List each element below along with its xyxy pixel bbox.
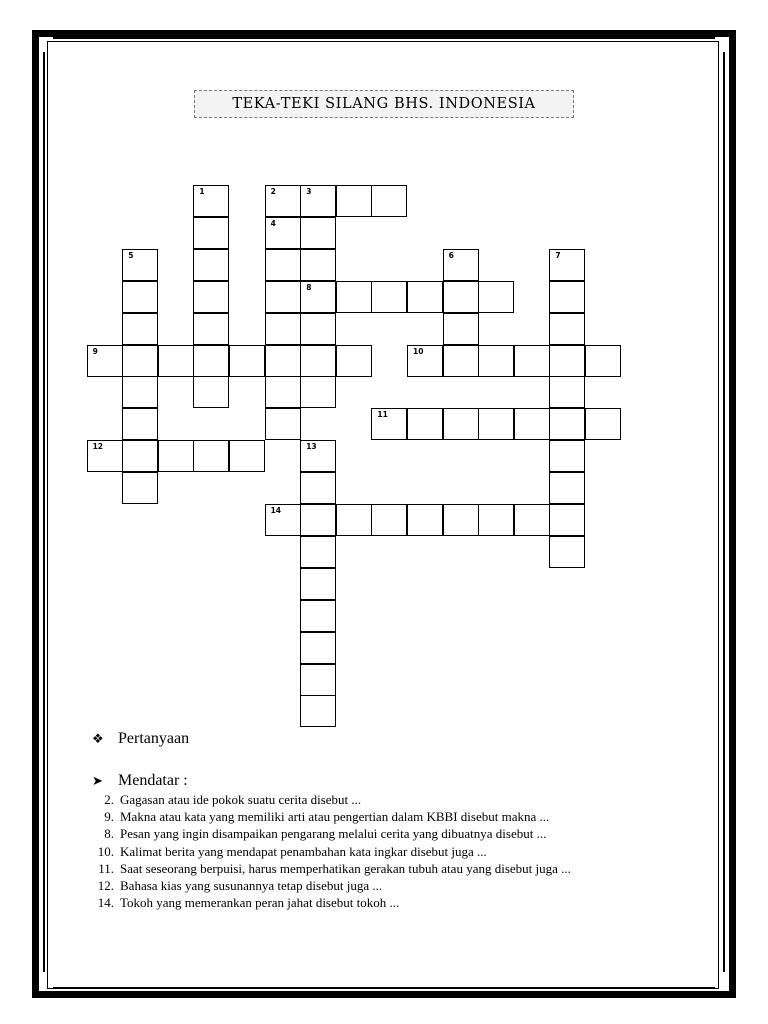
grid-cell[interactable] xyxy=(336,345,372,377)
clue-number: 14. xyxy=(97,895,114,911)
page-title: TEKA-TEKI SILANG BHS. INDONESIA xyxy=(232,96,536,112)
clue-number: 10. xyxy=(97,843,114,859)
grid-cell[interactable] xyxy=(549,440,585,472)
grid-cell[interactable] xyxy=(336,281,372,313)
grid-cell[interactable] xyxy=(193,185,229,217)
grid-cell[interactable] xyxy=(443,281,479,313)
grid-cell[interactable] xyxy=(265,376,301,408)
clue-number-label: 2 xyxy=(270,187,276,196)
grid-cell[interactable] xyxy=(443,408,479,440)
grid-cell[interactable] xyxy=(300,695,336,727)
grid-cell[interactable] xyxy=(371,281,407,313)
grid-cell[interactable] xyxy=(478,504,514,536)
grid-cell[interactable] xyxy=(549,408,585,440)
clue-number: 2. xyxy=(104,792,114,807)
clue-number-label: 3 xyxy=(306,187,312,196)
grid-cell[interactable] xyxy=(158,345,194,377)
grid-cell[interactable] xyxy=(300,376,336,408)
grid-cell[interactable] xyxy=(549,472,585,504)
grid-cell[interactable] xyxy=(585,408,621,440)
grid-cell[interactable] xyxy=(300,536,336,568)
grid-cell[interactable] xyxy=(407,408,443,440)
grid-cell[interactable] xyxy=(371,504,407,536)
grid-cell[interactable] xyxy=(87,345,123,377)
clue-text: Gagasan atau ide pokok suatu cerita disebut ... xyxy=(120,792,362,807)
grid-cell[interactable] xyxy=(265,345,301,377)
grid-cell[interactable] xyxy=(478,281,514,313)
clue-number-label: 4 xyxy=(270,218,276,228)
grid-cell[interactable] xyxy=(193,345,229,377)
grid-cell[interactable] xyxy=(336,504,372,536)
grid-cell[interactable] xyxy=(514,345,550,377)
grid-cell[interactable] xyxy=(514,504,550,536)
clue-number-label: 13 xyxy=(306,442,317,452)
grid-cell[interactable] xyxy=(443,313,479,345)
grid-cell[interactable] xyxy=(122,345,158,377)
grid-cell[interactable] xyxy=(122,472,158,504)
grid-cell[interactable] xyxy=(549,345,585,377)
grid-cell[interactable] xyxy=(265,217,301,249)
clue-item xyxy=(90,843,571,860)
clue-number: 8. xyxy=(104,826,114,842)
grid-cell[interactable] xyxy=(229,440,265,472)
clue-item xyxy=(90,894,571,911)
grid-cell[interactable] xyxy=(300,440,336,472)
grid-cell[interactable] xyxy=(300,185,336,217)
mendatar-label: Mendatar : xyxy=(118,772,188,789)
clue-number-label: 7 xyxy=(555,250,561,260)
grid-cell[interactable] xyxy=(300,568,336,600)
diamond-bullet-icon: ❖ xyxy=(92,731,104,746)
grid-cell[interactable] xyxy=(193,281,229,313)
grid-cell[interactable] xyxy=(193,217,229,249)
clue-number: 9. xyxy=(104,809,114,825)
grid-cell[interactable] xyxy=(122,249,158,281)
clue-number: 11. xyxy=(98,860,114,876)
arrow-bullet-icon: ➤ xyxy=(92,773,103,788)
grid-cell[interactable] xyxy=(549,281,585,313)
grid-cell[interactable] xyxy=(122,376,158,408)
grid-cell[interactable] xyxy=(229,345,265,377)
grid-cell[interactable] xyxy=(549,536,585,568)
clue-text: Saat seseorang berpuisi, harus memperhatikan gerakan tubuh atau yang disebut juga ... xyxy=(120,860,571,876)
clue-number-label: 5 xyxy=(128,250,134,260)
grid-cell[interactable] xyxy=(122,408,158,440)
grid-cell[interactable] xyxy=(549,504,585,536)
clue-item xyxy=(90,825,571,842)
grid-cell[interactable] xyxy=(549,313,585,345)
grid-cell[interactable] xyxy=(122,440,158,472)
grid-cell[interactable] xyxy=(87,440,123,472)
grid-cell[interactable] xyxy=(265,249,301,281)
clue-number-label: 11 xyxy=(377,410,388,420)
clue-item xyxy=(90,877,571,894)
clue-number-label: 12 xyxy=(92,442,104,452)
grid-cell[interactable] xyxy=(300,664,336,696)
clue-item xyxy=(90,808,571,825)
grid-cell[interactable] xyxy=(158,440,194,472)
grid-cell[interactable] xyxy=(371,408,407,440)
grid-cell[interactable] xyxy=(193,249,229,281)
grid-cell[interactable] xyxy=(300,249,336,281)
grid-cell[interactable] xyxy=(300,281,336,313)
grid-cell[interactable] xyxy=(265,281,301,313)
grid-cell[interactable] xyxy=(300,632,336,664)
grid-cell[interactable] xyxy=(443,504,479,536)
questions-heading-label: Pertanyaan xyxy=(118,730,190,747)
grid-cell[interactable] xyxy=(300,504,336,536)
grid-cell[interactable] xyxy=(300,472,336,504)
grid-cell[interactable] xyxy=(443,345,479,377)
grid-cell[interactable] xyxy=(371,185,407,217)
grid-cell[interactable] xyxy=(300,600,336,632)
clue-number: 12. xyxy=(97,877,114,893)
grid-cell[interactable] xyxy=(478,408,514,440)
grid-cell[interactable] xyxy=(300,313,336,345)
clue-item xyxy=(90,791,571,808)
grid-cell[interactable] xyxy=(514,408,550,440)
clue-number-label: 1 xyxy=(199,187,205,196)
clue-text: Bahasa kias yang susunannya tetap disebut juga ... xyxy=(120,877,383,893)
grid-cell[interactable] xyxy=(122,313,158,345)
grid-cell[interactable] xyxy=(549,376,585,408)
grid-cell[interactable] xyxy=(265,185,301,217)
clue-text: Tokoh yang memerankan peran jahat disebut tokoh ... xyxy=(120,895,400,911)
clue-text: Kalimat berita yang mendapat penambahan kata ingkar disebut juga ... xyxy=(120,843,487,859)
grid-cell[interactable] xyxy=(300,217,336,249)
grid-cell[interactable] xyxy=(193,376,229,408)
grid-cell[interactable] xyxy=(478,345,514,377)
grid-cell[interactable] xyxy=(265,504,301,536)
grid-cell[interactable] xyxy=(549,249,585,281)
grid-cell[interactable] xyxy=(443,249,479,281)
grid-cell[interactable] xyxy=(265,408,301,440)
grid-cell[interactable] xyxy=(585,345,621,377)
clue-number-label: 14 xyxy=(270,506,282,515)
clue-number-label: 8 xyxy=(306,282,312,292)
grid-cell[interactable] xyxy=(193,440,229,472)
questions-heading xyxy=(92,730,189,748)
clue-list-mendatar xyxy=(90,791,571,911)
clue-number-label: 6 xyxy=(448,250,454,260)
clue-number-label: 9 xyxy=(92,346,98,356)
grid-cell[interactable] xyxy=(407,504,443,536)
grid-cell[interactable] xyxy=(265,313,301,345)
clue-item xyxy=(90,860,571,877)
grid-cell[interactable] xyxy=(407,281,443,313)
clue-number-label: 10 xyxy=(413,346,424,356)
grid-cell[interactable] xyxy=(193,313,229,345)
clue-text: Makna atau kata yang memiliki arti atau pengertian dalam KBBI disebut makna ... xyxy=(120,809,550,825)
mendatar-heading xyxy=(92,772,188,790)
grid-cell[interactable] xyxy=(407,345,443,377)
clue-text: Pesan yang ingin disampaikan pengarang melalui cerita yang dibuatnya disebut ... xyxy=(120,826,547,842)
grid-cell[interactable] xyxy=(300,345,336,377)
grid-cell[interactable] xyxy=(336,185,372,217)
grid-cell[interactable] xyxy=(122,281,158,313)
